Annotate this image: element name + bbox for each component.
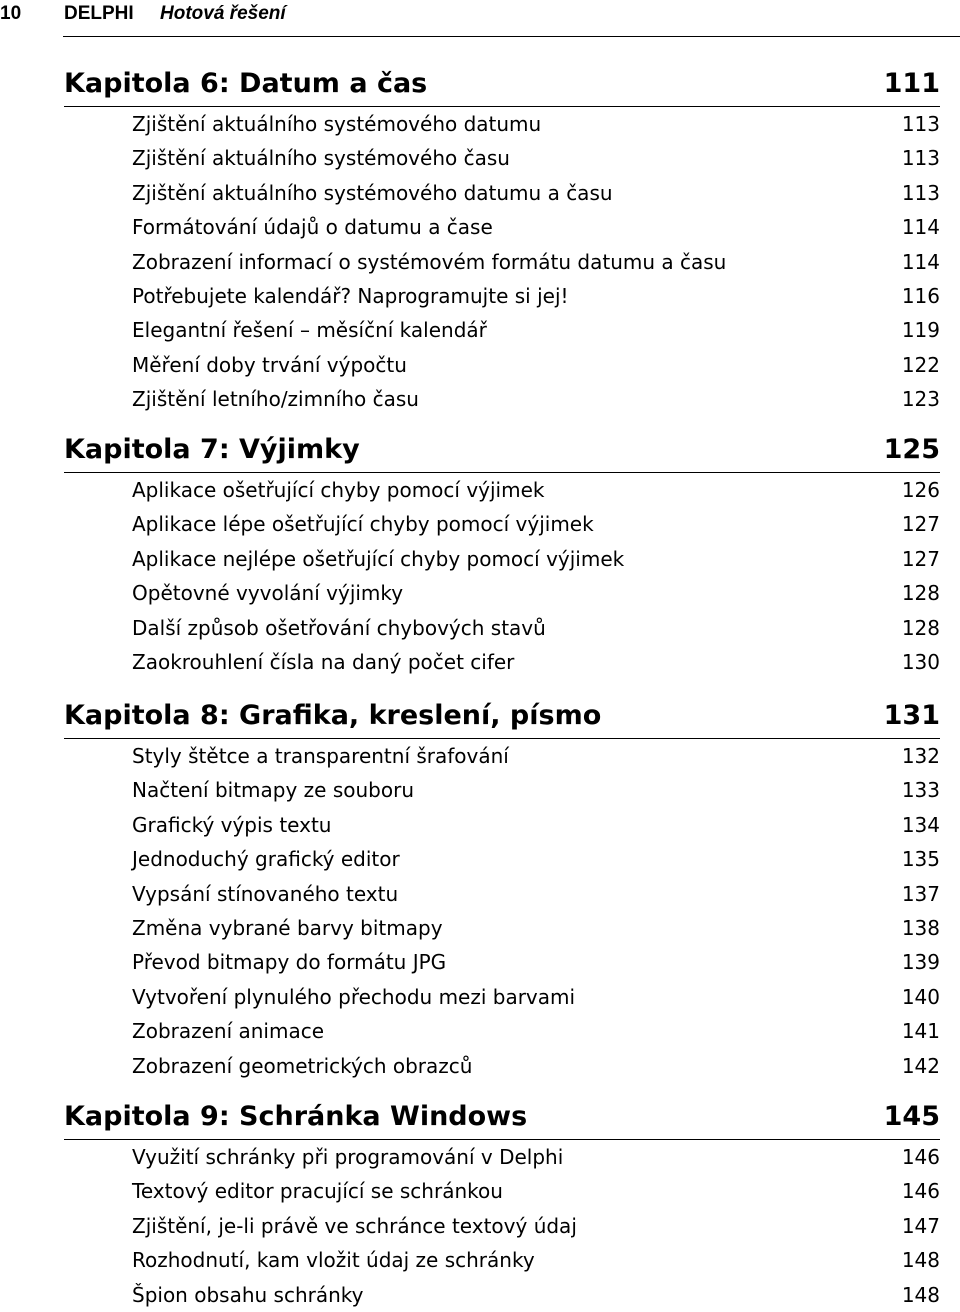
toc-entry-title: Další způsob ošetřování chybových stavů [132, 615, 546, 640]
toc-entry-page: 122 [901, 352, 940, 377]
toc-entry-page: 137 [901, 881, 940, 906]
toc-entry-page: 132 [901, 744, 940, 768]
toc-entry-title: Styly štětce a transparentní šrafování [132, 744, 509, 768]
chapter-title: Kapitola 7: Výjimky [64, 434, 360, 465]
chapter-page: 145 [883, 1101, 940, 1132]
toc-entry-title: Potřebujete kalendář? Naprogramujte si jej! [132, 284, 569, 308]
toc-entry-title: Opětovné vyvolání výjimky [132, 581, 404, 606]
toc-entry [132, 382, 940, 416]
toc-entry [132, 739, 940, 773]
toc-entry-page: 114 [901, 215, 940, 240]
toc-entry [132, 141, 940, 175]
toc-entry [132, 1243, 940, 1277]
chapter-heading [64, 66, 940, 107]
toc-entry-title: Měření doby trvání výpočtu [132, 352, 407, 377]
toc-entry [132, 507, 940, 541]
chapter-page: 111 [883, 68, 940, 99]
toc-entry-title: Zobrazení geometrických obrazců [132, 1053, 473, 1078]
toc-entry-page: 113 [901, 180, 940, 205]
toc-entry [132, 279, 940, 313]
toc-entry-title: Aplikace ošetřující chyby pomocí výjimek [132, 478, 545, 502]
toc-entry [132, 1209, 940, 1243]
toc-entry-page: 113 [901, 146, 940, 171]
toc-entry-title: Načtení bitmapy ze souboru [132, 778, 414, 803]
toc-entry-page: 148 [901, 1282, 940, 1307]
toc-entry-title: Zaokrouhlení čísla na daný počet cifer [132, 650, 515, 674]
toc-entry [132, 911, 940, 945]
toc-entry [132, 176, 940, 210]
toc-entry-title: Zjištění, je-li právě ve schránce textový údaj [132, 1213, 577, 1238]
toc-entry [132, 107, 940, 141]
toc-entry [132, 245, 940, 279]
chapter-title: Kapitola 9: Schránka Windows [64, 1101, 528, 1132]
toc-entry-page: 126 [901, 478, 940, 502]
toc-entry-title: Elegantní řešení – měsíční kalendář [132, 318, 487, 343]
toc-entry [132, 473, 940, 507]
toc-entry-title: Zjištění aktuálního systémového času [132, 146, 510, 171]
toc-entry-title: Textový editor pracující se schránkou [132, 1179, 503, 1204]
toc-entry-page: 127 [901, 546, 940, 571]
toc-entry-page: 141 [901, 1019, 940, 1044]
toc-entry-page: 146 [901, 1179, 940, 1204]
toc-entry-title: Zjištění letního/zimního času [132, 387, 419, 412]
toc-entry [132, 210, 940, 244]
toc-entry [132, 1278, 940, 1312]
toc-entry-page: 130 [901, 650, 940, 674]
toc-entry-page: 127 [901, 512, 940, 537]
toc-entry-page: 142 [901, 1053, 940, 1078]
chapter-heading [64, 432, 940, 473]
toc-entry-title: Rozhodnutí, kam vložit údaj ze schránky [132, 1248, 535, 1273]
toc-entry-title: Aplikace nejlépe ošetřující chyby pomocí výjimek [132, 546, 625, 571]
toc-entry [132, 877, 940, 911]
header-rule [63, 36, 960, 37]
toc-entry-page: 140 [901, 984, 940, 1009]
toc-entry [132, 348, 940, 382]
toc-entry [132, 576, 940, 610]
toc-entry [132, 980, 940, 1014]
chapter-heading [64, 1099, 940, 1140]
toc-entry [132, 645, 940, 679]
book-title: DELPHI [64, 3, 134, 24]
toc-entry-title: Grafický výpis textu [132, 812, 332, 837]
toc-entry-title: Vypsání stínovaného textu [132, 881, 399, 906]
toc-entry-title: Špion obsahu schránky [132, 1282, 364, 1307]
toc-entry-title: Změna vybrané barvy bitmapy [132, 916, 443, 940]
toc-entry-title: Zjištění aktuálního systémového datumu [132, 112, 542, 136]
toc-entry-page: 133 [901, 778, 940, 803]
toc-entry [132, 842, 940, 876]
toc-entry [132, 773, 940, 807]
toc-entry [132, 542, 940, 576]
toc-entry-page: 134 [901, 812, 940, 837]
book-subtitle: Hotová řešení [160, 3, 286, 24]
page-number: 10 [0, 3, 22, 24]
toc-entry-page: 128 [901, 581, 940, 606]
toc-entry [132, 1049, 940, 1083]
toc-entry-page: 119 [901, 318, 940, 343]
chapter-heading [64, 698, 940, 739]
page-header [0, 0, 960, 36]
toc-entry-page: 123 [901, 387, 940, 412]
toc-entry [132, 945, 940, 979]
chapter-page: 131 [883, 700, 940, 731]
toc-entry [132, 1014, 940, 1048]
toc-entry-title: Převod bitmapy do formátu JPG [132, 950, 447, 975]
toc-entry [132, 611, 940, 645]
toc-entry [132, 1140, 940, 1174]
toc-entry-page: 116 [901, 284, 940, 308]
toc-entry-page: 138 [901, 916, 940, 940]
toc-entry-page: 146 [901, 1145, 940, 1169]
chapter-title: Kapitola 6: Datum a čas [64, 68, 428, 99]
toc-entry-page: 135 [901, 847, 940, 872]
toc-entry-title: Jednoduchý grafický editor [132, 847, 400, 872]
toc-entry-title: Zobrazení animace [132, 1019, 325, 1044]
toc-entry-title: Zjištění aktuálního systémového datumu a času [132, 180, 613, 205]
toc-entry-page: 114 [901, 249, 940, 274]
toc-entry [132, 313, 940, 347]
toc-entry [132, 1174, 940, 1208]
chapter-page: 125 [883, 434, 940, 465]
toc-entry-page: 113 [901, 112, 940, 136]
toc-entry [132, 808, 940, 842]
toc-entry-title: Vytvoření plynulého přechodu mezi barvami [132, 984, 576, 1009]
toc-entry-page: 139 [901, 950, 940, 975]
toc-entry-page: 148 [901, 1248, 940, 1273]
toc-entry-page: 128 [901, 615, 940, 640]
toc-entry-title: Aplikace lépe ošetřující chyby pomocí výjimek [132, 512, 594, 537]
chapter-title: Kapitola 8: Grafika, kreslení, písmo [64, 700, 602, 731]
toc-entry-title: Zobrazení informací o systémovém formátu datumu a času [132, 249, 727, 274]
toc-entry-title: Využití schránky při programování v Delphi [132, 1145, 564, 1169]
toc-entry-page: 147 [901, 1213, 940, 1238]
toc-entry-title: Formátování údajů o datumu a čase [132, 215, 493, 240]
